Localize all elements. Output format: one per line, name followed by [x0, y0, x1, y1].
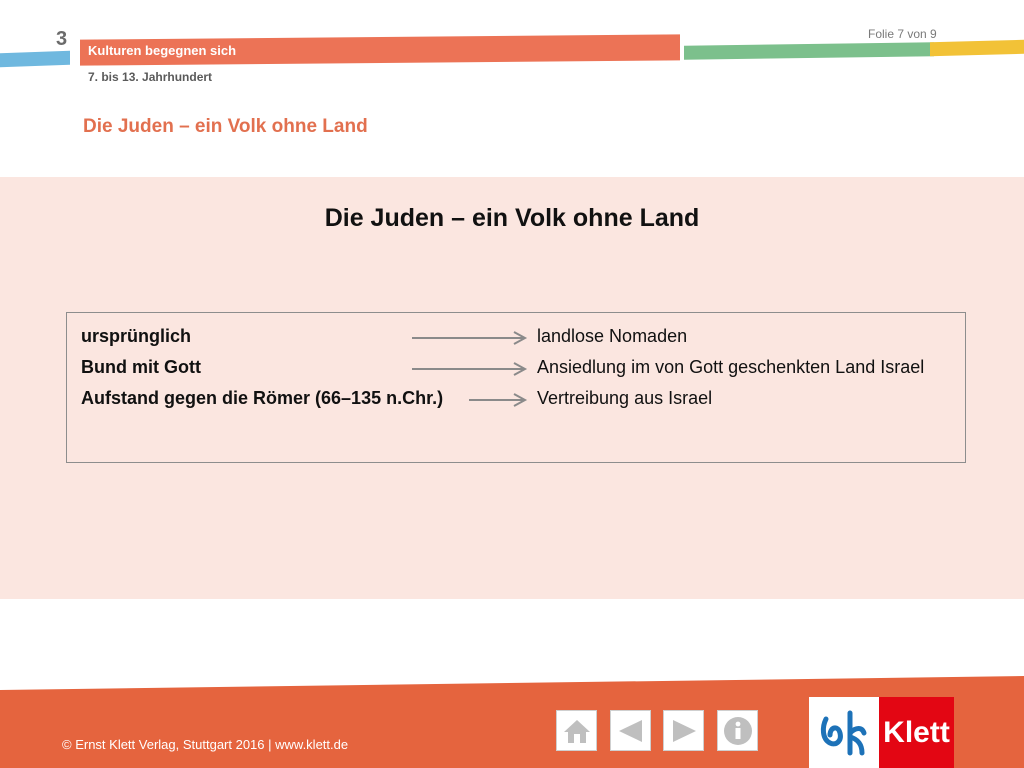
page-title: Die Juden – ein Volk ohne Land — [324, 204, 700, 232]
home-icon — [562, 716, 592, 746]
klett-logo-text: Klett — [879, 697, 954, 768]
cause-label: ursprünglich — [81, 326, 192, 346]
slide-counter: Folie 7 von 9 — [868, 27, 937, 41]
arrow-right-icon — [412, 361, 528, 377]
header-stripe-green — [684, 42, 934, 59]
info-icon — [722, 715, 754, 747]
copyright-text: © Ernst Klett Verlag, Stuttgart 2016 | www.klett.de — [62, 737, 349, 752]
klett-emblem-icon — [809, 697, 879, 768]
header-stripe-blue — [0, 51, 70, 67]
effect-label: Vertreibung aus Israel — [537, 388, 713, 408]
section-title: Die Juden – ein Volk ohne Land — [83, 116, 368, 137]
previous-slide-button[interactable] — [610, 710, 651, 751]
cause-label: Bund mit Gott — [81, 357, 201, 377]
effect-label: landlose Nomaden — [537, 326, 688, 346]
header-stripe-yellow — [930, 40, 1024, 56]
subject-title: Kulturen begegnen sich — [88, 43, 237, 58]
cause-label: Aufstand gegen die Römer (66–135 n.Chr.) — [81, 388, 444, 408]
cause-effect-row — [67, 355, 967, 383]
cause-effect-row — [67, 386, 967, 414]
effect-label: Ansiedlung im von Gott geschenkten Land Israel — [537, 357, 925, 377]
cause-effect-row — [67, 324, 967, 352]
arrow-right-icon — [469, 392, 528, 408]
arrow-right-icon — [412, 330, 528, 346]
period-subtitle: 7. bis 13. Jahrhundert — [88, 70, 213, 84]
chapter-number: 3 — [56, 28, 68, 50]
home-button[interactable] — [556, 710, 597, 751]
info-button[interactable] — [717, 710, 758, 751]
content-area — [0, 177, 1024, 599]
triangle-right-icon — [669, 716, 699, 746]
next-slide-button[interactable] — [663, 710, 704, 751]
klett-logo — [809, 697, 954, 768]
cause-effect-box — [66, 312, 966, 463]
triangle-left-icon — [616, 716, 646, 746]
